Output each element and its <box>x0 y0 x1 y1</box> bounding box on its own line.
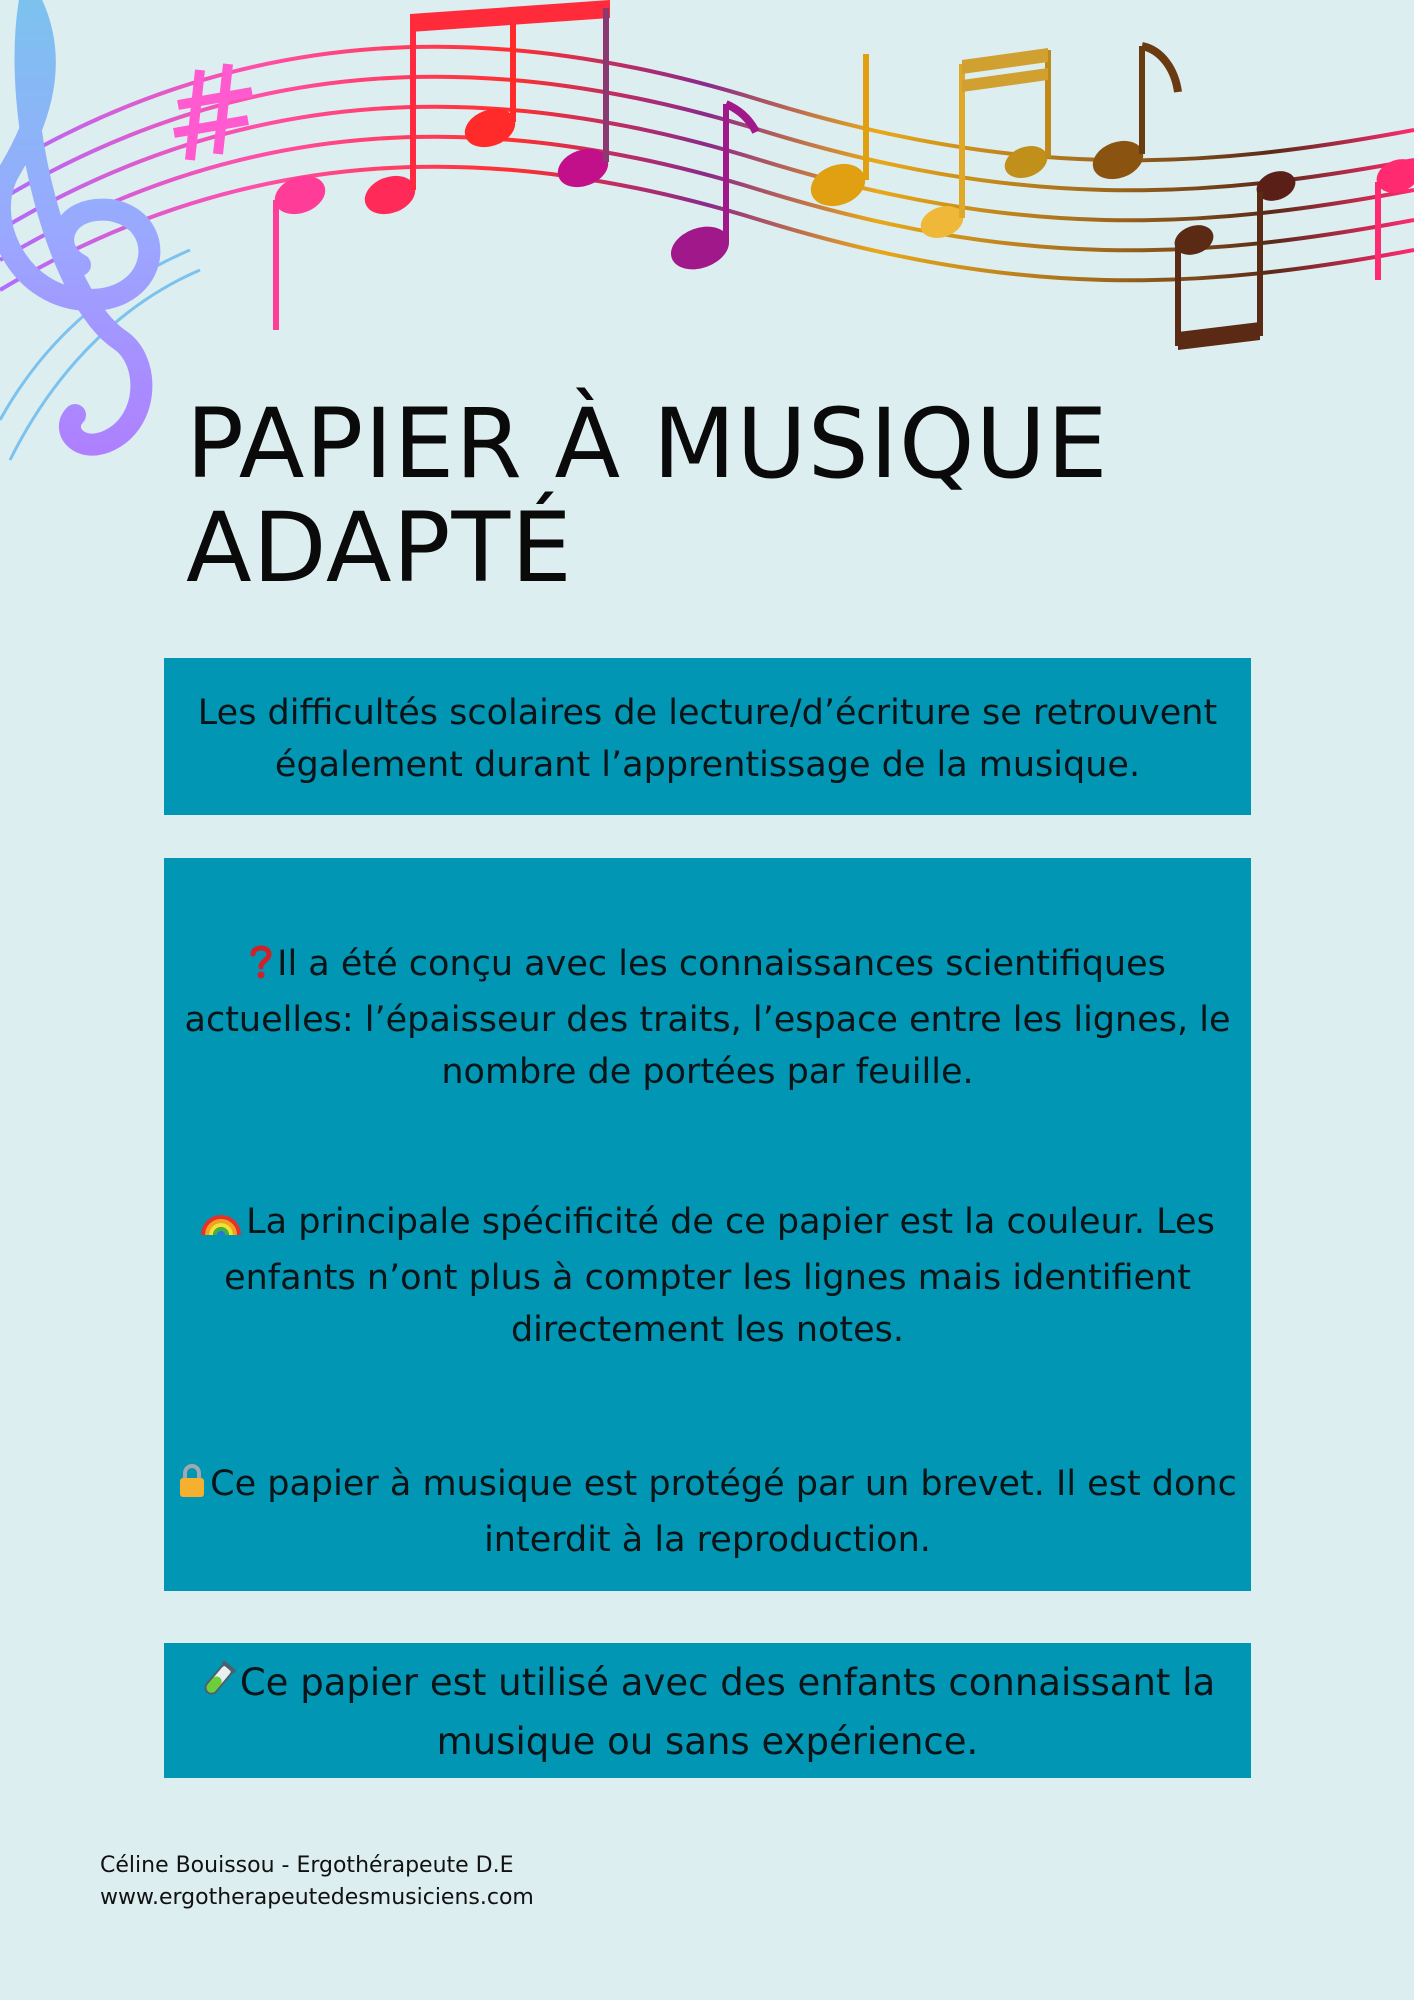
detail-item-patent <box>164 1458 1251 1566</box>
detail-text-patent: Ce papier à musique est protégé par un brevet. Il est donc interdit à la reproduction. <box>210 1464 1237 1560</box>
detail-text-science: Il a été conçu avec les connaissances scientifiques actuelles: l’épaisseur des traits, l’espace entre les lignes, le nombre de portées par feuille. <box>184 944 1231 1092</box>
title-line-1: PAPIER À MUSIQUE <box>186 388 1109 500</box>
footer-author: Céline Bouissou - Ergothérapeute D.E <box>100 1853 514 1878</box>
usage-text: Ce papier est utilisé avec des enfants connaissant la musique ou sans expérience. <box>239 1661 1216 1763</box>
detail-text-color: La principale spécificité de ce papier est la couleur. Les enfants n’ont plus à compter les lignes mais identifient directement les notes. <box>224 1202 1215 1350</box>
detail-item-color <box>164 1196 1251 1356</box>
lock-icon <box>178 1462 206 1514</box>
intro-text: Les difficultés scolaires de lecture/d’écriture se retrouvent également durant l’apprentissage de la musique. <box>197 693 1218 785</box>
title-line-2: ADAPTÉ <box>186 492 573 604</box>
intro-panel <box>164 658 1251 815</box>
red-question-mark-icon <box>249 942 273 994</box>
rainbow-icon <box>200 1200 242 1252</box>
usage-panel <box>164 1643 1251 1778</box>
details-panel <box>164 858 1251 1591</box>
footer <box>100 1850 534 1914</box>
usage-item <box>164 1655 1251 1769</box>
footer-website: www.ergotherapeutedesmusiciens.com <box>100 1885 534 1910</box>
page-title <box>186 388 1286 604</box>
detail-item-science <box>164 938 1251 1098</box>
test-tube-icon <box>200 1659 236 1714</box>
